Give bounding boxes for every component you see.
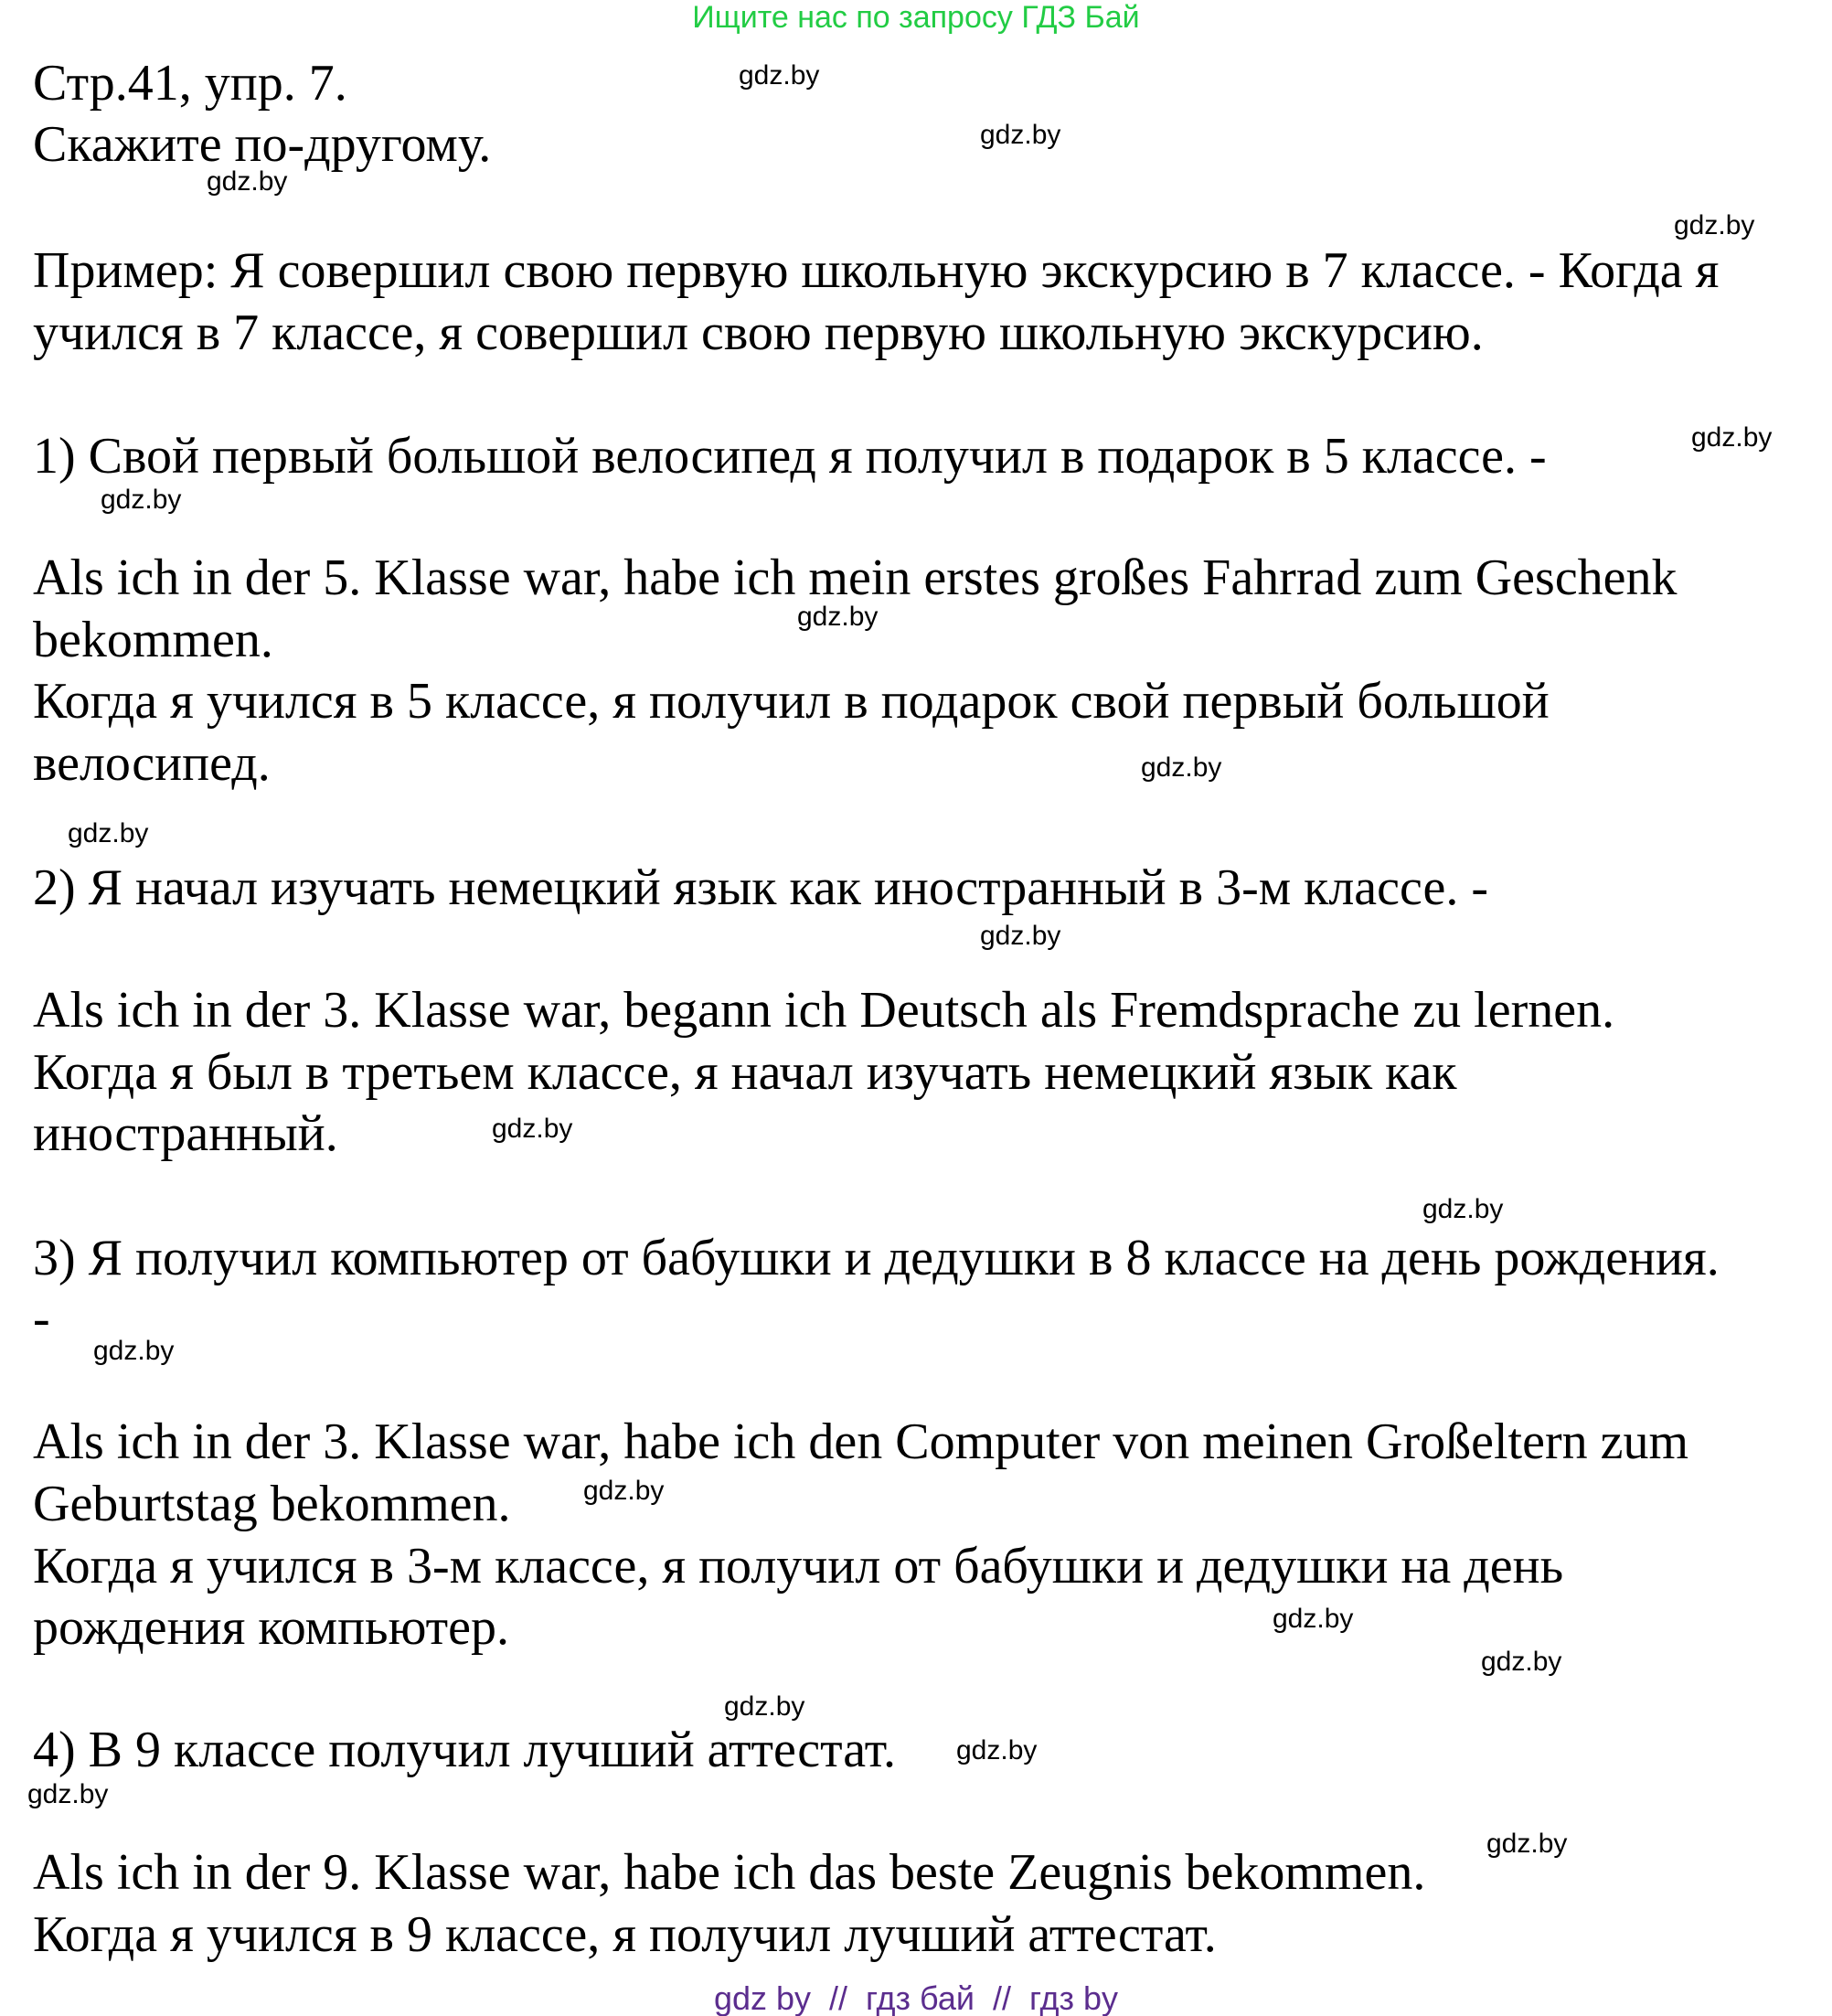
task-2-prompt: 2) Я начал изучать немецкий язык как иностранный в 3-м классе. - [33, 859, 1489, 916]
watermark: gdz.by [101, 485, 182, 515]
watermark: gdz.by [68, 818, 149, 848]
watermark: gdz.by [739, 60, 820, 91]
task-2-german-line-1: Als ich in der 3. Klasse war, begann ich Deutsch als Fremdsprache zu lernen. [33, 982, 1615, 1039]
footer-links: gdz by // гдз бай // гдз by [713, 1979, 1119, 2016]
watermark: gdz.by [980, 120, 1061, 150]
task-1-german-line-1: Als ich in der 5. Klasse war, habe ich mein erstes großes Fahrrad zum Geschenk [33, 549, 1678, 606]
watermark: gdz.by [1674, 210, 1755, 240]
watermark: gdz.by [1422, 1194, 1504, 1224]
task-3-german-line-1: Als ich in der 3. Klasse war, habe ich den Computer von meinen Großeltern zum [33, 1413, 1689, 1470]
task-1-russian-line-1: Когда я учился в 5 классе, я получил в подарок свой первый большой [33, 673, 1550, 730]
watermark: gdz.by [1486, 1829, 1568, 1859]
task-1-german-line-2: bekommen. [33, 612, 273, 668]
task-3-german-line-2: Geburtstag bekommen. [33, 1476, 511, 1532]
exercise-instruction: Скажите по-другому. [33, 116, 492, 173]
watermark: gdz.by [207, 166, 288, 197]
task-3-prompt-line-2: - [33, 1290, 50, 1347]
watermark: gdz.by [93, 1336, 175, 1366]
task-4-german-line-1: Als ich in der 9. Klasse war, habe ich das beste Zeugnis bekommen. [33, 1844, 1426, 1901]
task-1-prompt: 1) Свой первый большой велосипед я получил в подарок в 5 классе. - [33, 428, 1547, 485]
watermark: gdz.by [27, 1779, 109, 1809]
task-3-russian-line-2: рождения компьютер. [33, 1599, 510, 1656]
task-2-russian-line-1: Когда я был в третьем классе, я начал изучать немецкий язык как [33, 1044, 1457, 1101]
task-4-prompt: 4) В 9 классе получил лучший аттестат. [33, 1722, 896, 1778]
task-3-prompt-line-1: 3) Я получил компьютер от бабушки и дедушки в 8 классе на день рождения. [33, 1230, 1720, 1286]
page-reference: Стр.41, упр. 7. [33, 55, 347, 112]
task-4-russian-line-1: Когда я учился в 9 классе, я получил лучший аттестат. [33, 1906, 1217, 1963]
watermark: gdz.by [956, 1735, 1038, 1765]
task-1-russian-line-2: велосипед. [33, 735, 271, 792]
search-banner: Ищите нас по запросу ГДЗ Бай [692, 0, 1140, 35]
task-2-russian-line-2: иностранный. [33, 1105, 338, 1162]
watermark: gdz.by [797, 602, 879, 632]
task-3-russian-line-1: Когда я учился в 3-м классе, я получил от бабушки и дедушки на день [33, 1538, 1564, 1595]
example-line-1: Пример: Я совершил свою первую школьную экскурсию в 7 классе. - Когда я [33, 242, 1720, 299]
watermark: gdz.by [492, 1114, 573, 1144]
example-line-2: учился в 7 классе, я совершил свою первую школьную экскурсию. [33, 304, 1484, 361]
watermark: gdz.by [724, 1691, 805, 1722]
watermark: gdz.by [1691, 422, 1773, 453]
watermark: gdz.by [1273, 1604, 1354, 1634]
watermark: gdz.by [980, 921, 1061, 951]
watermark: gdz.by [1481, 1647, 1562, 1677]
watermark: gdz.by [1141, 752, 1222, 783]
watermark: gdz.by [583, 1476, 665, 1506]
